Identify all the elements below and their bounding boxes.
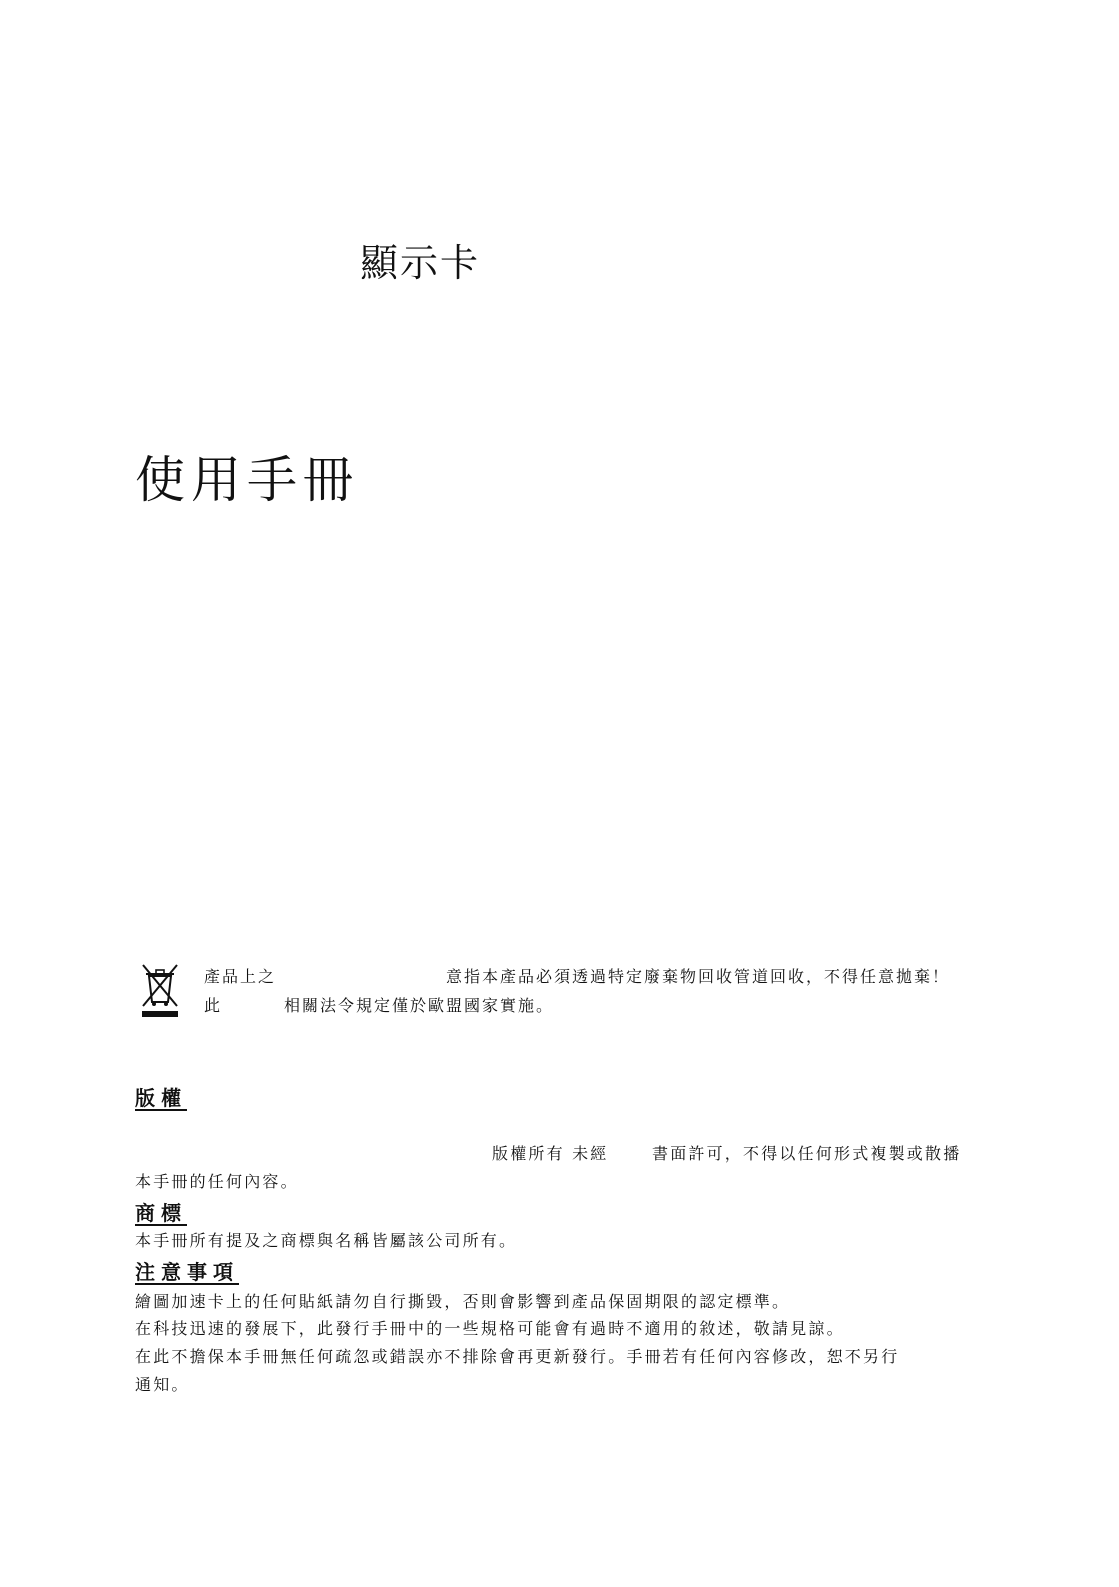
notice-line: 通知。 bbox=[135, 1375, 190, 1394]
copyright-line-2: 本手冊的任何內容。 bbox=[135, 1172, 299, 1191]
notice-line: 繪圖加速卡上的任何貼紙請勿自行撕毀，否則會影響到產品保固期限的認定標準。 bbox=[135, 1292, 791, 1311]
manual-title: 使用手冊 bbox=[135, 451, 359, 509]
weee-crossed-bin-icon bbox=[140, 962, 180, 1018]
weee-notice bbox=[140, 960, 1000, 1026]
weee-notice-line-1-end: 意指本產品必須透過特定廢棄物回收管道回收，不得任意拋棄！ bbox=[446, 967, 951, 986]
weee-notice-line-1-start: 產品上之 bbox=[204, 967, 277, 986]
notice-line: 在科技迅速的發展下，此發行手冊中的一些規格可能會有過時不適用的敘述，敬請見諒。 bbox=[135, 1319, 845, 1338]
trademark-line-1: 本手冊所有提及之商標與名稱皆屬該公司所有。 bbox=[135, 1231, 518, 1250]
copyright-line-1-end: 書面許可，不得以任何形式複製或散播 bbox=[652, 1144, 962, 1163]
weee-notice-line-1 bbox=[204, 964, 994, 986]
weee-notice-line-2-end: 相關法令規定僅於歐盟國家實施。 bbox=[284, 996, 555, 1015]
notice-heading: 注意事項 bbox=[135, 1260, 239, 1284]
copyright-line-1-start: 版權所有 未經 bbox=[492, 1144, 609, 1163]
copyright-heading: 版權 bbox=[135, 1086, 187, 1110]
weee-notice-line-2-start: 此 bbox=[204, 996, 223, 1015]
notice-line: 在此不擔保本手冊無任何疏忽或錯誤亦不排除會再更新發行。手冊若有任何內容修改，恕不另行 bbox=[135, 1347, 900, 1366]
trademark-heading: 商標 bbox=[135, 1201, 187, 1225]
weee-notice-line-2 bbox=[204, 993, 994, 1015]
product-title: 顯示卡 bbox=[360, 241, 481, 285]
